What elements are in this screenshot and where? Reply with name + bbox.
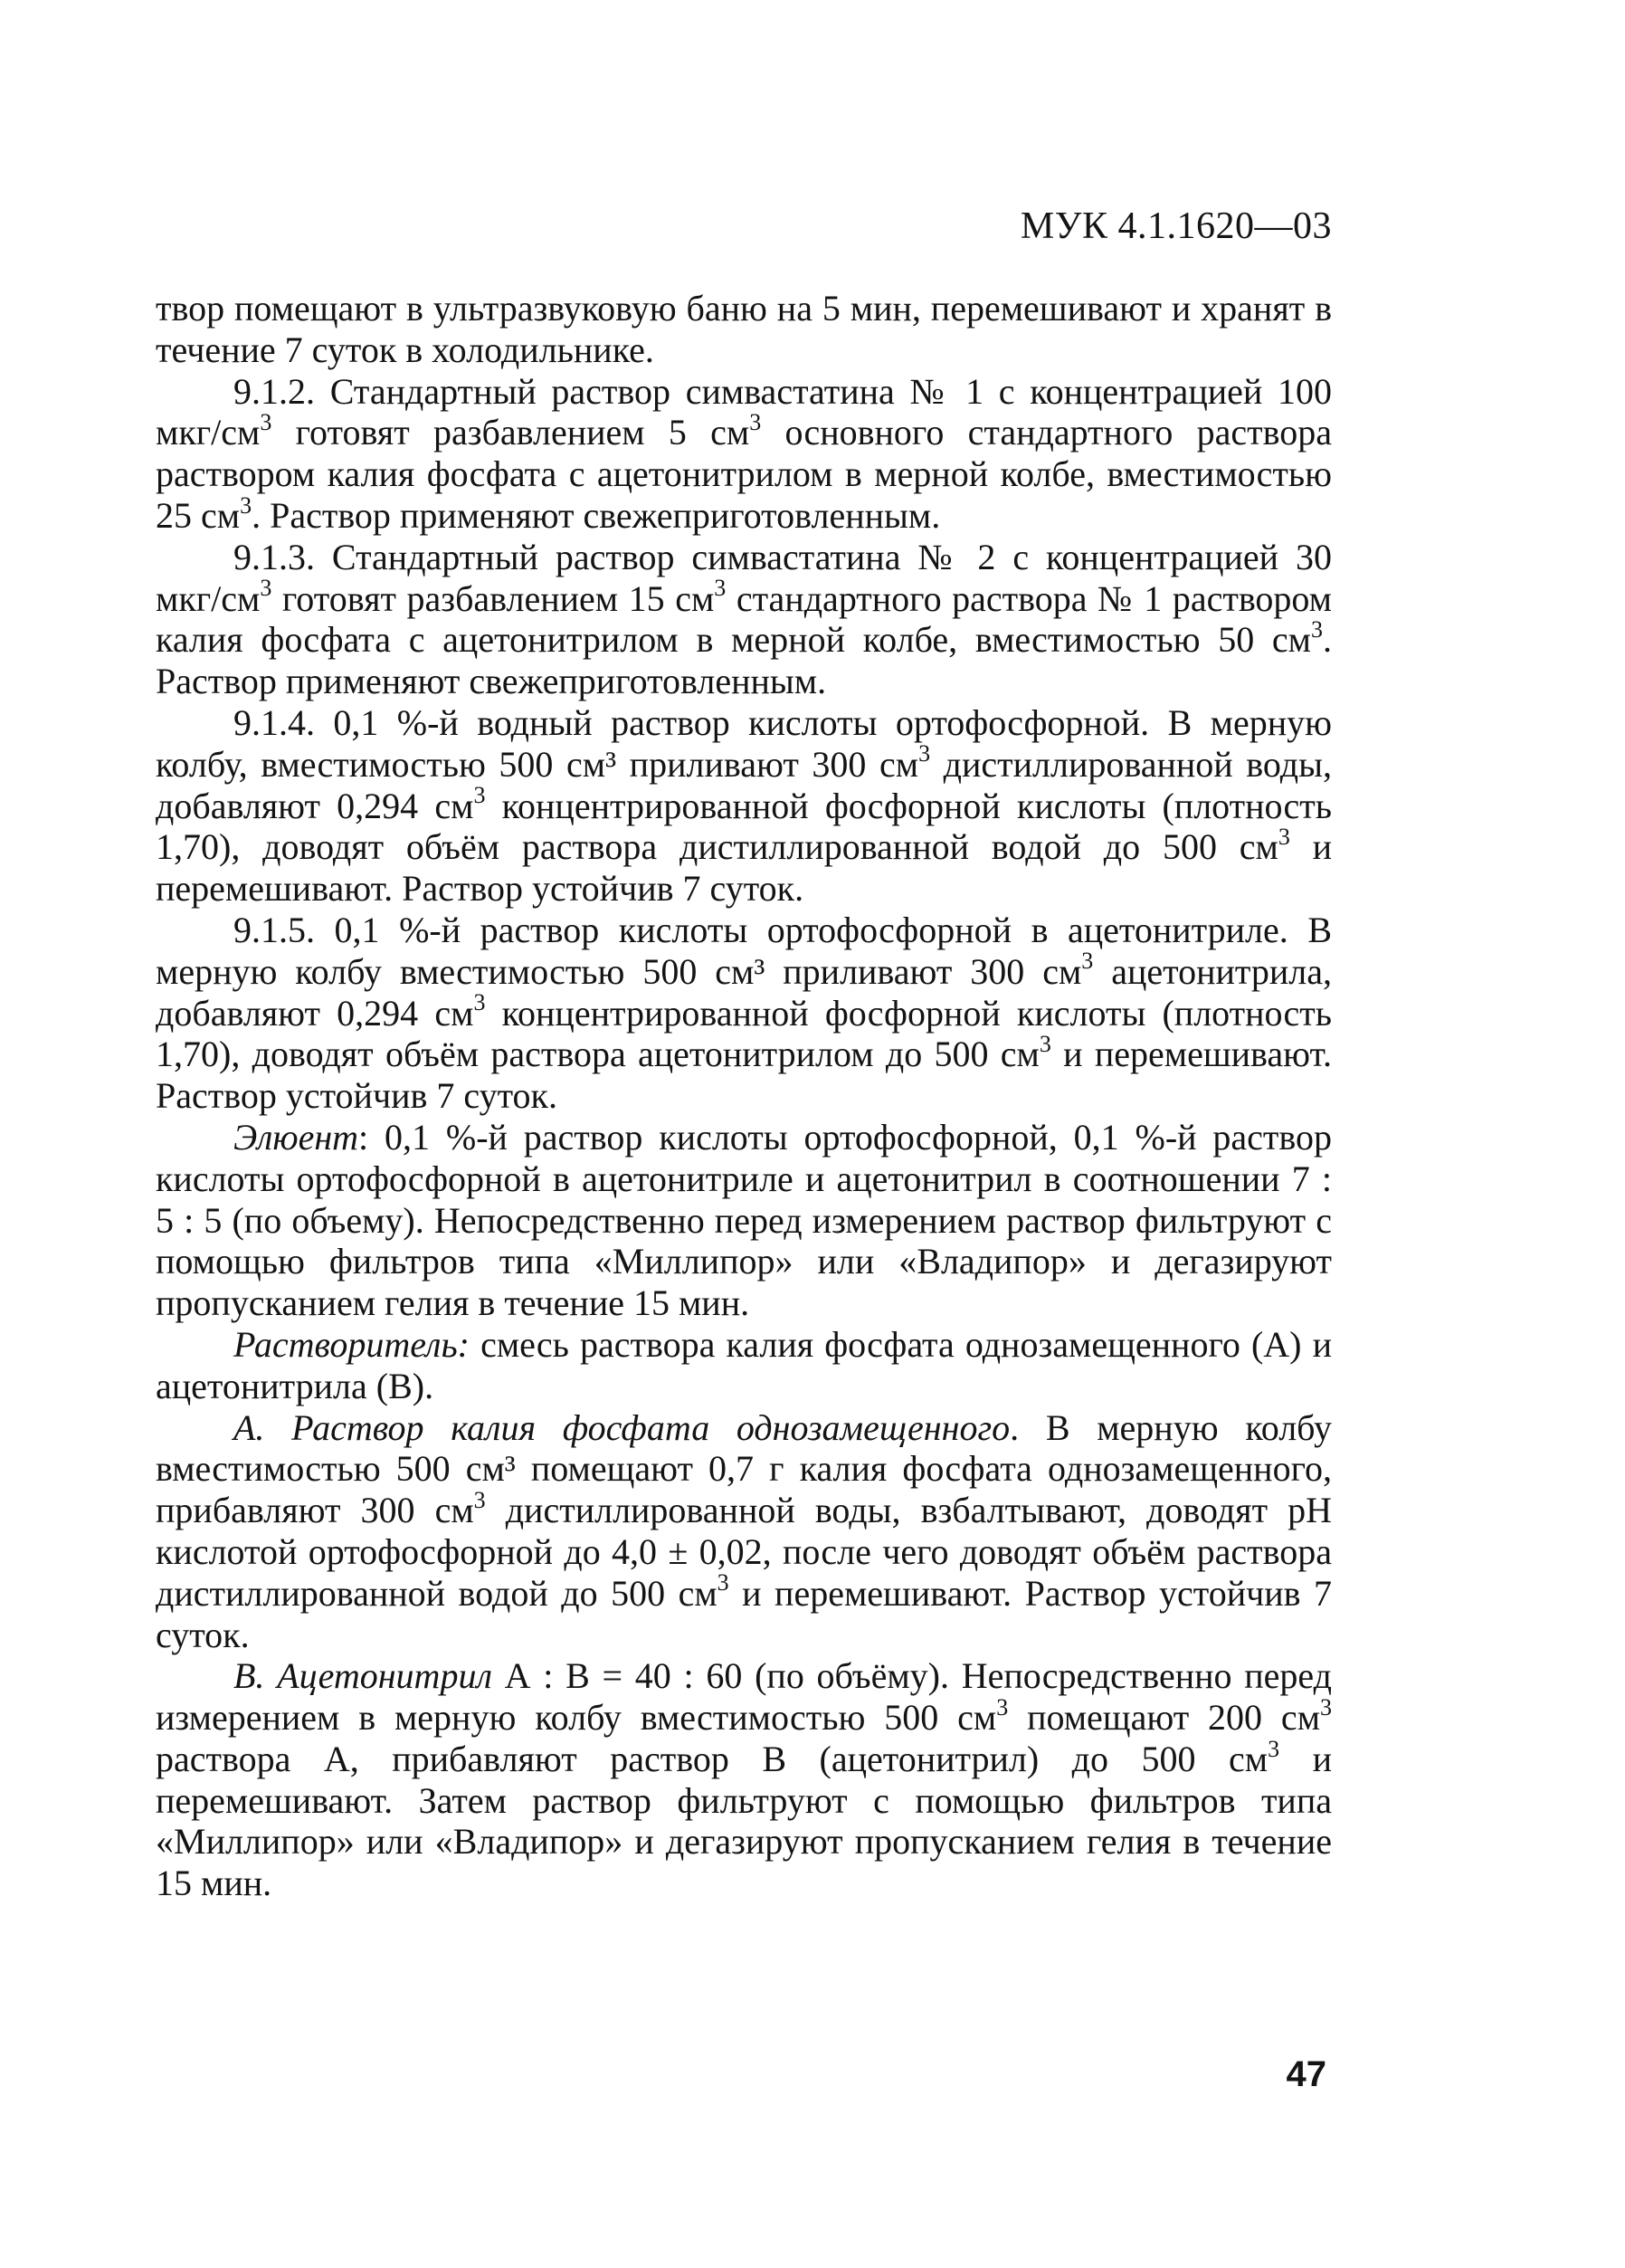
italic-text: А. Раствор калия фосфата однозамещенного [233, 1406, 1011, 1448]
italic-text: Элюент [233, 1116, 359, 1158]
text-run: и перемешивают. Затем раствор фильтруют с помощью фильтров типа «Миллипор» или «Владипор» и дегазируют пропусканием гелия в течение 15 мин. [156, 1738, 1333, 1904]
superscript: 3 [473, 989, 486, 1016]
superscript: 3 [473, 782, 486, 809]
text-run: . Раствор применяют свежеприготовленным. [252, 494, 941, 536]
text-run: смесь раствора калия фосфата однозамещенного (А) и ацетонитрила (В). [156, 1323, 1332, 1406]
superscript: 3 [1039, 1031, 1051, 1058]
paragraph-eluent [156, 1117, 1332, 1324]
text-run: 9.1.3. Стандартный раствор симвастатина № 2 с концентрацией 30 мкг/см [156, 536, 1332, 619]
paragraph-9-1-3 [156, 537, 1332, 702]
text-run: концентрированной фосфорной кислоты (плотность 1,70), доводят объём раствора дистиллированной водой до 500 см [156, 785, 1333, 868]
text-run: готовят разбавлением 15 см [271, 577, 715, 619]
paragraph-9-1-5 [156, 910, 1332, 1117]
document-code-header: МУК 4.1.1620—03 [1020, 205, 1332, 247]
superscript: 3 [918, 740, 931, 767]
text-run: раствора А, прибавляют раствор В (ацетонитрил) до 500 см [156, 1738, 1269, 1779]
superscript: 3 [1278, 824, 1290, 851]
paragraph-9-1-4 [156, 702, 1332, 910]
italic-text: В. Ацетонитрил [233, 1655, 492, 1697]
paragraph-solution-b [156, 1655, 1332, 1904]
text-run: и перемешивают. Раствор устойчив 7 суток. [156, 1572, 1333, 1655]
superscript: 3 [996, 1693, 1009, 1720]
paragraph-continuation [156, 288, 1332, 371]
text-run: 9.1.5. 0,1 %-й раствор кислоты ортофосфорной в ацетонитриле. В мерную колбу вместимостью 500 см³ приливают 300 см [156, 909, 1332, 992]
text-run: 9.1.2. Стандартный раствор симвастатина № 1 с концентрацией 100 мкг/см [156, 370, 1332, 453]
text-run: твор помещают в ультразвуковую баню на 5 мин, перемешивают и хранят в течение 7 суток в холодильнике. [156, 288, 1332, 370]
superscript: 3 [1320, 1693, 1333, 1720]
superscript: 3 [1081, 948, 1094, 975]
text-run: А : В = 40 : 60 (по объёму). Непосредственно перед измерением в мерную колбу вместимостью 500 см [156, 1655, 1332, 1739]
text-run: 9.1.4. 0,1 %-й водный раствор кислоты ортофосфорной. В мерную колбу, вместимостью 500 см³ приливают 300 см [156, 701, 1332, 785]
superscript: 3 [260, 575, 272, 602]
superscript: 3 [749, 409, 762, 436]
paragraph-solvent [156, 1324, 1332, 1407]
text-run: ацетонитрила, добавляют 0,294 см [156, 950, 1332, 1034]
text-run: : 0,1 %-й раствор кислоты ортофосфорной, 0,1 %-й раствор кислоты ортофосфорной в ацетонитриле и ацетонитрил в соотношении 7 : 5 : 5 (по объему). Непосредственно перед измерением раствор фильтруют с помощью фильтров типа «Миллипор» или «Владипор» и дегазируют пропусканием гелия в течение 15 мин. [156, 1116, 1332, 1324]
text-run: . Раствор применяют свежеприготовленным. [156, 619, 1332, 702]
text-run: основного стандартного раствора раствором калия фосфата с ацетонитрилом в мерной колбе, вместимостью 25 см [156, 412, 1332, 536]
superscript: 3 [240, 491, 252, 519]
superscript: 3 [1268, 1735, 1280, 1762]
paragraph-solution-a [156, 1407, 1332, 1656]
text-run: дистиллированной воды, добавляют 0,294 см [156, 743, 1332, 826]
paragraph-9-1-2 [156, 371, 1332, 537]
text-run: концентрированной фосфорной кислоты (плотность 1,70), доводят объём раствора ацетонитрилом до 500 см [156, 992, 1333, 1075]
text-run: дистиллированной воды, взбалтывают, доводят рН кислотой ортофосфорной до 4,0 ± 0,02, после чего доводят объём раствора дистиллированной водой до 500 см [156, 1490, 1333, 1614]
superscript: 3 [714, 575, 727, 602]
superscript: 3 [260, 409, 272, 436]
text-run: и перемешивают. Раствор устойчив 7 суток. [156, 1034, 1332, 1117]
text-run: стандартного раствора № 1 раствором калия фосфата с ацетонитрилом в мерной колбе, вместимостью 50 см [156, 577, 1332, 661]
text-run: . В мерную колбу вместимостью 500 см³ помещают 0,7 г калия фосфата однозамещенного, прибавляют 300 см [156, 1406, 1332, 1531]
text-run: и перемешивают. Раствор устойчив 7 суток. [156, 826, 1333, 910]
superscript: 3 [473, 1486, 486, 1513]
text-run: готовят разбавлением 5 см [271, 412, 750, 453]
superscript: 3 [1311, 616, 1323, 643]
page-number: 47 [1286, 2054, 1326, 2094]
superscript: 3 [717, 1569, 729, 1596]
text-run: помещают 200 см [1008, 1697, 1321, 1739]
italic-text: Растворитель: [233, 1323, 470, 1365]
body-text [156, 288, 1332, 1904]
